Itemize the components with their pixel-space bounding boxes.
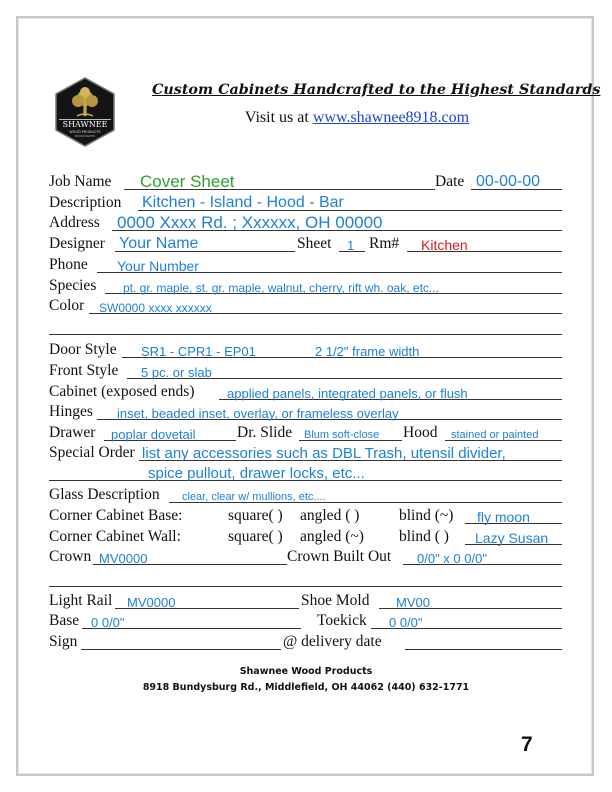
corner-base-row	[49, 505, 569, 527]
corner-base-value[interactable]: fly moon	[477, 509, 530, 525]
corner-base-label: Corner Cabinet Base:	[49, 507, 183, 524]
crown-value[interactable]: MV0000	[99, 551, 148, 566]
rm-label: Rm#	[369, 235, 400, 252]
toekick-value[interactable]: 0 0/0"	[389, 615, 423, 630]
base-value[interactable]: 0 0/0"	[91, 615, 125, 630]
crown-label: Crown	[49, 548, 92, 565]
shoe-mold-value[interactable]: MV00	[396, 595, 430, 610]
corner-wall-label: Corner Cabinet Wall:	[49, 528, 181, 545]
shoe-mold-label: Shoe Mold	[301, 592, 370, 609]
dr-slide-value[interactable]: Blum soft-close	[304, 429, 380, 441]
species-value[interactable]: pt. gr. maple, st. gr. maple, walnut, cherry, rift wh. oak, etc...	[123, 281, 439, 295]
designer-value[interactable]: Your Name	[119, 235, 199, 252]
corner-wall-value[interactable]: Lazy Susan	[475, 530, 549, 546]
description-value[interactable]: Kitchen - Island - Hood - Bar	[142, 194, 344, 211]
crown-built-out-value[interactable]: 0/0" x 0 0/0"	[417, 551, 487, 566]
designer-row	[49, 233, 569, 255]
hood-label: Hood	[403, 424, 438, 441]
drawer-label: Drawer	[49, 424, 96, 441]
sign-row	[49, 631, 569, 653]
logo-name: SHAWNEE	[62, 120, 108, 129]
corner-base-blind[interactable]: blind (~)	[399, 507, 454, 524]
sheet-label: Sheet	[297, 235, 332, 252]
drawer-value[interactable]: poplar dovetail	[111, 427, 196, 442]
job-name-value[interactable]: Cover Sheet	[140, 172, 235, 191]
dr-slide-label: Dr. Slide	[237, 424, 293, 441]
glass-row	[49, 484, 569, 506]
date-value[interactable]: 00-00-00	[476, 173, 541, 190]
special-order-value-2[interactable]: spice pullout, drawer locks, etc...	[148, 465, 365, 482]
corner-wall-row	[49, 526, 569, 548]
crown-row	[49, 546, 569, 568]
glass-label: Glass Description	[49, 486, 160, 503]
hood-value[interactable]: stained or painted	[451, 429, 539, 441]
sheet-value[interactable]: 1	[347, 238, 355, 253]
species-row	[49, 275, 569, 297]
corner-base-square[interactable]: square( )	[228, 507, 283, 524]
glass-value[interactable]: clear, clear w/ mullions, etc....	[182, 491, 326, 503]
visit-line	[152, 109, 562, 127]
color-value[interactable]: SW0000 xxxx xxxxxx	[99, 301, 212, 315]
phone-row	[49, 254, 569, 276]
crown-built-out-label: Crown Built Out	[287, 548, 392, 565]
cabinet-ends-value[interactable]: applied panels, integrated panels, or flush	[227, 386, 468, 401]
base-row	[49, 610, 569, 632]
blank-line-2	[49, 586, 562, 587]
special-order-value[interactable]: list any accessories such as DBL Trash, utensil divider,	[142, 445, 506, 462]
blank-row	[49, 316, 569, 338]
phone-label: Phone	[49, 256, 88, 273]
shawnee-logo	[50, 77, 120, 147]
door-style-label: Door Style	[49, 341, 117, 358]
address-label: Address	[49, 214, 100, 231]
hinges-label: Hinges	[49, 403, 93, 420]
front-style-row	[49, 360, 569, 382]
blank-row-2	[49, 568, 569, 590]
footer-company: Shawnee Wood Products	[239, 666, 373, 677]
color-row	[49, 295, 569, 317]
description-label: Description	[49, 194, 122, 211]
footer-address: 8918 Bundysburg Rd., Middlefield, OH 44062 (440) 632-1771	[142, 682, 470, 693]
sign-label: Sign	[49, 633, 78, 650]
logo-sub2: INCORPORATED	[74, 135, 96, 138]
rm-value[interactable]: Kitchen	[421, 237, 468, 253]
sign-line	[81, 649, 281, 650]
delivery-line	[405, 649, 562, 650]
cabinet-ends-label: Cabinet (exposed ends)	[49, 383, 195, 400]
special-order-label: Special Order	[49, 444, 135, 461]
door-style-frame[interactable]: 2 1/2" frame width	[315, 344, 420, 359]
blank-line	[49, 334, 562, 335]
door-style-row	[49, 339, 569, 361]
drawer-row	[49, 422, 569, 444]
corner-base-angled[interactable]: angled ( )	[300, 507, 360, 524]
designer-label: Designer	[49, 235, 105, 252]
address-value[interactable]: 0000 Xxxx Rd. ; Xxxxxx, OH 00000	[117, 213, 383, 232]
corner-wall-square[interactable]: square( )	[228, 528, 283, 545]
date-label: Date	[435, 173, 465, 190]
special-order-row	[49, 442, 569, 464]
light-rail-value[interactable]: MV0000	[127, 595, 176, 610]
hinges-row	[49, 401, 569, 423]
description-row	[49, 192, 569, 214]
hinges-value[interactable]: inset, beaded inset, overlay, or frameless overlay	[117, 406, 399, 421]
corner-wall-blind[interactable]: blind ( )	[399, 528, 449, 545]
door-style-value[interactable]: SR1 - CPR1 - EP01	[141, 344, 256, 359]
front-style-value[interactable]: 5 pc. or slab	[141, 365, 212, 380]
base-label: Base	[49, 612, 80, 629]
cabinet-ends-row	[49, 381, 569, 403]
logo-sub: WOOD PRODUCTS	[69, 130, 101, 134]
toekick-label: Toekick	[317, 612, 367, 629]
tagline: Custom Cabinets Handcrafted to the Highest Standards	[152, 82, 601, 98]
front-style-label: Front Style	[49, 362, 119, 379]
job-name-label: Job Name	[49, 173, 112, 190]
phone-value[interactable]: Your Number	[117, 258, 199, 274]
special-order-row-2	[49, 462, 569, 484]
species-label: Species	[49, 277, 97, 294]
light-rail-row	[49, 590, 569, 612]
visit-prefix: Visit us at	[244, 109, 313, 126]
delivery-label: @ delivery date	[283, 633, 382, 650]
page-number: 7	[521, 733, 533, 756]
address-row	[49, 212, 569, 234]
job-name-row	[49, 171, 569, 193]
light-rail-label: Light Rail	[49, 592, 113, 609]
corner-wall-angled[interactable]: angled (~)	[300, 528, 364, 545]
website-link[interactable]: www.shawnee8918.com	[312, 109, 470, 126]
color-label: Color	[49, 297, 85, 314]
